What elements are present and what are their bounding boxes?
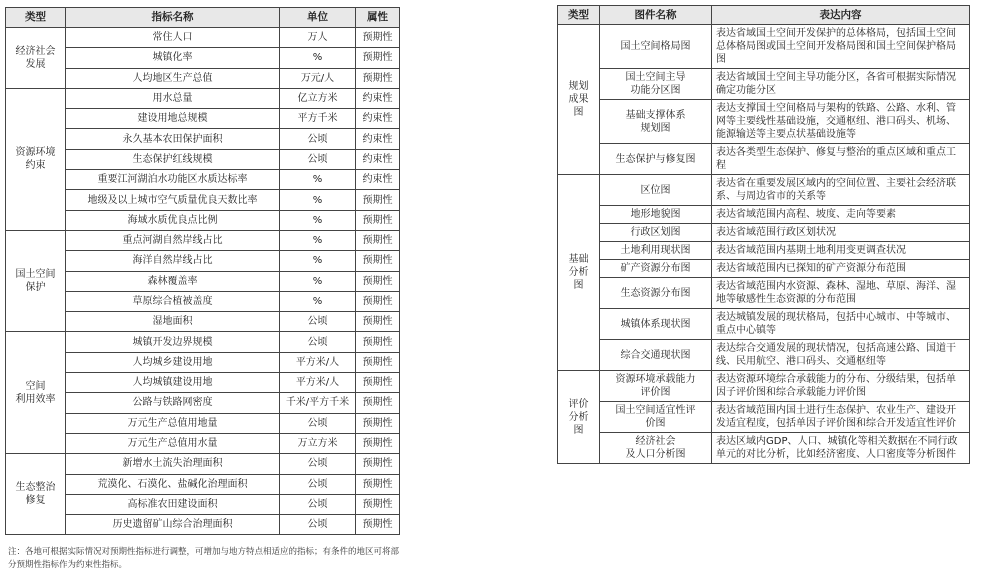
map-name: 城镇体系现状图 [600, 309, 712, 340]
attribute-cell: 预期性 [356, 332, 400, 352]
table-row [6, 109, 400, 129]
category-cell: 基础 分析 图 [558, 175, 600, 371]
indicator-name: 城镇化率 [66, 48, 280, 68]
table-row [558, 278, 970, 309]
indicator-name: 海洋自然岸线占比 [66, 251, 280, 271]
table-row [6, 474, 400, 494]
indicator-name: 高标准农田建设面积 [66, 494, 280, 514]
indicator-name: 重点河湖自然岸线占比 [66, 230, 280, 250]
table-row [6, 251, 400, 271]
map-name: 生态保护与修复图 [600, 144, 712, 175]
map-name: 资源环境承载能力 评价图 [600, 371, 712, 402]
indicator-name: 草原综合植被盖度 [66, 291, 280, 311]
map-content: 表达省域范围内基期土地利用变更调查状况 [712, 242, 970, 260]
map-name: 地形地貌图 [600, 206, 712, 224]
indicator-name: 地级及以上城市空气质量优良天数比率 [66, 190, 280, 210]
map-name: 综合交通现状图 [600, 340, 712, 371]
table-row [6, 312, 400, 332]
unit-cell: % [280, 48, 356, 68]
table-row [6, 88, 400, 108]
unit-cell: 公顷 [280, 515, 356, 535]
indicator-name: 城镇开发边界规模 [66, 332, 280, 352]
table-row [6, 230, 400, 250]
column-header: 类型 [6, 8, 66, 28]
table-row [558, 371, 970, 402]
indicator-name: 重要江河湖泊水功能区水质达标率 [66, 170, 280, 190]
attribute-cell: 预期性 [356, 48, 400, 68]
attribute-cell: 预期性 [356, 393, 400, 413]
table-row [558, 144, 970, 175]
table-row [6, 332, 400, 352]
category-cell: 资源环境 约束 [6, 88, 66, 230]
indicator-name: 人均城乡建设用地 [66, 352, 280, 372]
map-name: 基础支撑体系 规划图 [600, 100, 712, 144]
table-row [558, 242, 970, 260]
attribute-cell: 约束性 [356, 109, 400, 129]
table-row [558, 340, 970, 371]
unit-cell: % [280, 251, 356, 271]
map-list-table [557, 5, 970, 464]
indicator-name: 建设用地总规模 [66, 109, 280, 129]
indicator-name: 永久基本农田保护面积 [66, 129, 280, 149]
table-row [558, 69, 970, 100]
indicator-name: 人均城镇建设用地 [66, 373, 280, 393]
column-header: 属性 [356, 8, 400, 28]
unit-cell: 平方千米 [280, 109, 356, 129]
table-row [558, 402, 970, 433]
unit-cell: 公顷 [280, 474, 356, 494]
map-name: 国土空间主导 功能分区图 [600, 69, 712, 100]
table-row [558, 206, 970, 224]
map-content: 表达省域范围内国土进行生态保护、农业生产、建设开发适宜程度，包括单因子评价图和综合开发适宜性评价 [712, 402, 970, 433]
column-header: 表达内容 [712, 6, 970, 25]
map-content: 表达支撑国土空间格局与架构的铁路、公路、水利、管网等主要线性基础设施，交通枢纽、港口码头、机场、能源输送等主要点状基础设施等 [712, 100, 970, 144]
map-content: 表达城镇发展的现状格局，包括中心城市、中等城市、重点中心镇等 [712, 309, 970, 340]
attribute-cell: 预期性 [356, 413, 400, 433]
table-row [558, 309, 970, 340]
attribute-cell: 预期性 [356, 210, 400, 230]
attribute-cell: 约束性 [356, 149, 400, 169]
unit-cell: 公顷 [280, 312, 356, 332]
unit-cell: % [280, 170, 356, 190]
attribute-cell: 预期性 [356, 515, 400, 535]
table-row [6, 149, 400, 169]
table-note: 注：各地可根据实际情况对预期性指标进行调整，可增加与地方特点相适应的指标；有条件的地区可将部分预期性指标作为约束性指标。 [8, 547, 400, 570]
unit-cell: 公顷 [280, 413, 356, 433]
category-cell: 规划 成果 图 [558, 25, 600, 175]
map-content: 表达省域范围内水资源、森林、湿地、草原、海洋、湿地等敏感性生态资源的分布范围 [712, 278, 970, 309]
attribute-cell: 约束性 [356, 129, 400, 149]
unit-cell: 公顷 [280, 332, 356, 352]
attribute-cell: 预期性 [356, 352, 400, 372]
table-row [6, 494, 400, 514]
indicator-name: 人均地区生产总值 [66, 68, 280, 88]
table-row [558, 260, 970, 278]
map-name: 国土空间格局图 [600, 25, 712, 69]
map-content: 表达资源环境综合承载能力的分布、分级结果，包括单因子评价图和综合承载能力评价图 [712, 371, 970, 402]
table-row [6, 190, 400, 210]
attribute-cell: 预期性 [356, 454, 400, 474]
map-name: 区位图 [600, 175, 712, 206]
column-header: 单位 [280, 8, 356, 28]
attribute-cell: 预期性 [356, 494, 400, 514]
unit-cell: 万人 [280, 28, 356, 48]
indicator-name: 荒漠化、石漠化、盐碱化治理面积 [66, 474, 280, 494]
indicator-name: 万元生产总值用地量 [66, 413, 280, 433]
attribute-cell: 约束性 [356, 88, 400, 108]
indicator-name: 万元生产总值用水量 [66, 433, 280, 453]
attribute-cell: 预期性 [356, 373, 400, 393]
map-name: 经济社会 及人口分析图 [600, 433, 712, 464]
table-row [6, 28, 400, 48]
table-row [558, 224, 970, 242]
table-row [558, 175, 970, 206]
attribute-cell: 预期性 [356, 251, 400, 271]
attribute-cell: 预期性 [356, 28, 400, 48]
table-row [6, 210, 400, 230]
table-row [558, 433, 970, 464]
map-name: 国土空间适宜性评 价图 [600, 402, 712, 433]
attribute-cell: 预期性 [356, 433, 400, 453]
table-row [6, 48, 400, 68]
table-row [6, 170, 400, 190]
unit-cell: % [280, 291, 356, 311]
table-row [6, 433, 400, 453]
unit-cell: % [280, 190, 356, 210]
column-header: 类型 [558, 6, 600, 25]
attribute-cell: 约束性 [356, 170, 400, 190]
attribute-cell: 预期性 [356, 271, 400, 291]
unit-cell: 万元/人 [280, 68, 356, 88]
table-row [6, 393, 400, 413]
map-content: 表达省在重要发展区域内的空间位置、主要社会经济联系、与周边省市的关系等 [712, 175, 970, 206]
indicator-name: 生态保护红线规模 [66, 149, 280, 169]
indicator-name: 湿地面积 [66, 312, 280, 332]
attribute-cell: 预期性 [356, 190, 400, 210]
attribute-cell: 预期性 [356, 291, 400, 311]
indicator-name: 常住人口 [66, 28, 280, 48]
map-name: 矿产资源分布图 [600, 260, 712, 278]
table-row [6, 373, 400, 393]
map-content: 表达区域内GDP、人口、城镇化等相关数据在不同行政单元的对比分析，比如经济密度、人口密度等分析图件 [712, 433, 970, 464]
unit-cell: 公顷 [280, 129, 356, 149]
column-header: 指标名称 [66, 8, 280, 28]
table-row [6, 68, 400, 88]
category-cell: 评价 分析 图 [558, 371, 600, 464]
map-content: 表达综合交通发展的现状情况，包括高速公路、国道干线、民用航空、港口码头、交通枢纽等 [712, 340, 970, 371]
map-content: 表达省域范围内高程、坡度、走向等要素 [712, 206, 970, 224]
attribute-cell: 预期性 [356, 474, 400, 494]
map-name: 生态资源分布图 [600, 278, 712, 309]
indicator-name: 海域水质优良点比例 [66, 210, 280, 230]
attribute-cell: 预期性 [356, 230, 400, 250]
indicator-name: 公路与铁路网密度 [66, 393, 280, 413]
table-row [558, 25, 970, 69]
unit-cell: % [280, 210, 356, 230]
header-row [558, 6, 970, 25]
table-row [6, 291, 400, 311]
table-row [6, 454, 400, 474]
map-name: 行政区划图 [600, 224, 712, 242]
map-content: 表达省域范围内已探知的矿产资源分布范围 [712, 260, 970, 278]
attribute-cell: 预期性 [356, 312, 400, 332]
category-cell: 空间 利用效率 [6, 332, 66, 454]
map-content: 表达各类型生态保护、修复与整治的重点区域和重点工程 [712, 144, 970, 175]
header-row [6, 8, 400, 28]
table-row [558, 100, 970, 144]
indicator-name: 历史遗留矿山综合治理面积 [66, 515, 280, 535]
map-content: 表达省域范围行政区划状况 [712, 224, 970, 242]
map-content: 表达省域国土空间主导功能分区，各省可根据实际情况确定功能分区 [712, 69, 970, 100]
indicator-name: 新增水土流失治理面积 [66, 454, 280, 474]
table-row [6, 413, 400, 433]
indicator-name: 森林覆盖率 [66, 271, 280, 291]
unit-cell: 公顷 [280, 494, 356, 514]
unit-cell: 千米/平方千米 [280, 393, 356, 413]
unit-cell: 平方米/人 [280, 352, 356, 372]
indicator-table [5, 7, 400, 535]
unit-cell: % [280, 271, 356, 291]
table-row [6, 515, 400, 535]
category-cell: 经济社会 发展 [6, 28, 66, 89]
unit-cell: 万立方米 [280, 433, 356, 453]
attribute-cell: 预期性 [356, 68, 400, 88]
unit-cell: 平方米/人 [280, 373, 356, 393]
indicator-name: 用水总量 [66, 88, 280, 108]
unit-cell: 公顷 [280, 149, 356, 169]
column-header: 图件名称 [600, 6, 712, 25]
table-row [6, 271, 400, 291]
table-row [6, 352, 400, 372]
category-cell: 生态整治 修复 [6, 454, 66, 535]
map-content: 表达省域国土空间开发保护的总体格局，包括国土空间总体格局图或国土空间开发格局图和国土空间保护格局图 [712, 25, 970, 69]
unit-cell: 亿立方米 [280, 88, 356, 108]
map-name: 土地利用现状图 [600, 242, 712, 260]
category-cell: 国土空间 保护 [6, 230, 66, 331]
table-row [6, 129, 400, 149]
unit-cell: % [280, 230, 356, 250]
unit-cell: 公顷 [280, 454, 356, 474]
